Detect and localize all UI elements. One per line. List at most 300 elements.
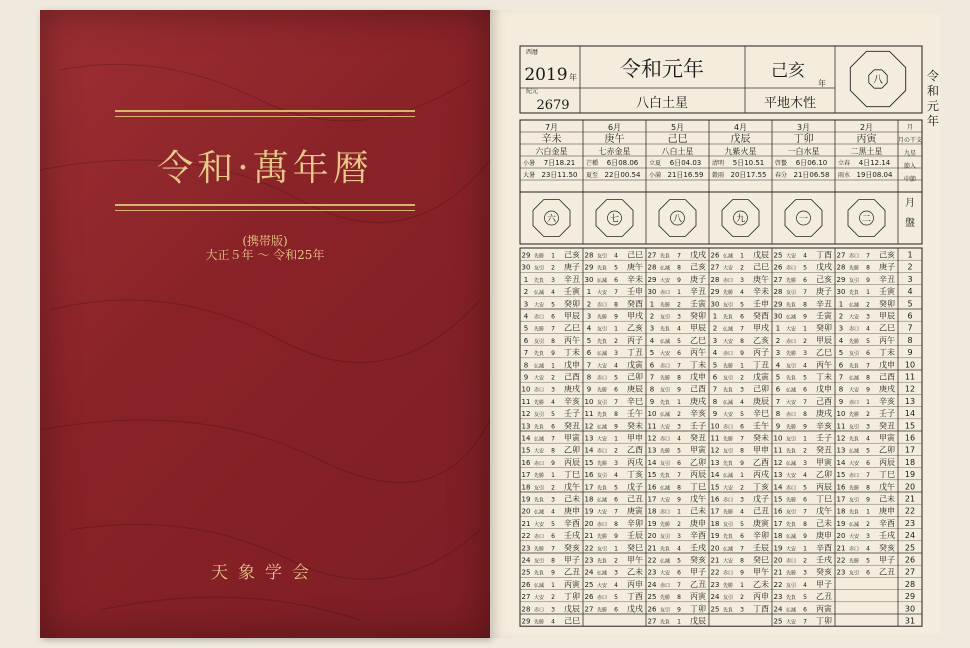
rokuyo: 大安	[596, 290, 608, 297]
lunar-day: 29	[710, 288, 720, 297]
month-star: 一白水星	[787, 147, 820, 156]
lunar-day: 15	[773, 495, 783, 504]
day-kanshi: 乙巳	[564, 323, 580, 333]
day-kanshi: 癸亥	[879, 543, 895, 553]
lunar-day: 11	[773, 446, 783, 455]
day-kanshi: 辛酉	[879, 518, 895, 528]
day-star: 2	[740, 484, 744, 492]
day-star: 2	[866, 301, 870, 309]
day-kanshi: 乙亥	[753, 335, 769, 345]
day-number: 11	[904, 372, 916, 382]
day-kanshi: 癸卯	[690, 311, 706, 321]
lunar-day: 21	[773, 568, 783, 577]
day-kanshi: 戊寅	[627, 360, 643, 370]
rokuyo: 赤口	[785, 338, 797, 345]
day-kanshi: 戊午	[564, 482, 580, 492]
day-kanshi: 癸巳	[753, 555, 769, 565]
lunar-day: 12	[710, 446, 720, 455]
month-label: 5月	[670, 123, 685, 132]
day-number: 26	[904, 555, 916, 565]
rokuyo: 友引	[722, 375, 734, 382]
day-kanshi: 己未	[879, 494, 895, 504]
chuki-time: 23日11.50	[541, 171, 578, 179]
month-board-star: 八	[672, 214, 683, 225]
day-star: 7	[677, 581, 681, 589]
day-star: 9	[740, 350, 744, 358]
day-star: 4	[803, 472, 807, 480]
day-number: 1	[907, 250, 913, 260]
rokuyo: 友引	[659, 460, 671, 467]
day-number: 17	[904, 445, 916, 455]
day-kanshi: 丙午	[690, 348, 706, 358]
day-kanshi: 庚子	[690, 274, 706, 284]
day-kanshi: 丙寅	[816, 604, 832, 614]
lunar-day: 30	[584, 275, 594, 284]
year-western: 2019	[524, 65, 568, 85]
rokuyo: 先負	[722, 460, 734, 467]
day-star: 9	[740, 569, 744, 577]
lunar-day: 23	[584, 556, 594, 565]
lunar-day: 22	[710, 568, 720, 577]
lunar-day: 2	[523, 288, 529, 297]
day-star: 8	[740, 557, 744, 565]
day-kanshi: 戊戌	[627, 604, 643, 614]
day-star: 4	[551, 508, 555, 516]
lunar-day: 20	[710, 544, 720, 553]
rokuyo: 先勝	[596, 534, 608, 541]
day-star: 5	[677, 557, 681, 565]
rokuyo: 先負	[659, 546, 671, 553]
lunar-day: 26	[773, 263, 783, 272]
lunar-day: 19	[521, 495, 531, 504]
day-star: 6	[551, 533, 555, 541]
lunar-day: 13	[584, 434, 594, 443]
day-kanshi: 癸丑	[564, 421, 580, 431]
day-star: 8	[551, 447, 555, 455]
day-star: 8	[740, 447, 744, 455]
lunar-day: 18	[647, 507, 657, 516]
day-kanshi: 己未	[816, 518, 832, 528]
lunar-day: 23	[710, 580, 720, 589]
day-star: 7	[803, 508, 807, 516]
day-kanshi: 丙戌	[627, 457, 643, 467]
rokuyo: 先勝	[659, 595, 671, 602]
rokuyo: 先負	[785, 595, 797, 602]
rokuyo: 赤口	[596, 521, 608, 528]
day-star: 2	[551, 374, 555, 382]
day-kanshi: 癸亥	[690, 555, 706, 565]
rokuyo: 友引	[785, 509, 797, 516]
day-kanshi: 戊申	[816, 384, 832, 394]
lunar-day: 26	[647, 605, 657, 614]
lunar-day: 8	[712, 397, 718, 406]
rokuyo: 赤口	[722, 497, 734, 504]
corner-label: 九星	[903, 150, 917, 157]
rokuyo: 友引	[722, 521, 734, 528]
rokuyo: 友引	[533, 485, 545, 492]
lunar-day: 7	[586, 361, 592, 370]
day-kanshi: 甲申	[627, 433, 643, 443]
day-number: 24	[904, 531, 916, 541]
day-star: 3	[740, 606, 744, 614]
lunar-day: 6	[649, 361, 655, 370]
rokuyo: 仏滅	[722, 399, 734, 406]
rokuyo: 大安	[785, 399, 797, 406]
month-board-star: 二	[861, 214, 872, 225]
day-star: 6	[803, 606, 807, 614]
sekki-time: 6日04.03	[669, 159, 702, 167]
month-star: 八白土星	[661, 147, 694, 156]
rokuyo: 仏滅	[785, 314, 797, 321]
day-kanshi: 己丑	[627, 494, 643, 504]
lunar-day: 12	[647, 434, 657, 443]
rokuyo: 友引	[785, 582, 797, 589]
rokuyo: 赤口	[659, 509, 671, 516]
day-kanshi: 丙申	[753, 592, 769, 602]
day-kanshi: 戊子	[627, 482, 643, 492]
day-star: 2	[677, 411, 681, 419]
month-label: 2月	[859, 123, 874, 132]
day-kanshi: 丁酉	[816, 250, 832, 260]
seireki-label: 西暦	[525, 49, 539, 56]
day-star: 6	[677, 350, 681, 358]
lunar-day: 18	[836, 507, 846, 516]
chuki-time: 20日17.55	[730, 171, 767, 179]
day-star: 6	[803, 386, 807, 394]
day-kanshi: 辛丑	[816, 299, 832, 309]
day-star: 3	[866, 423, 870, 431]
day-star: 9	[551, 350, 555, 358]
rokuyo: 先勝	[848, 485, 860, 492]
day-star: 7	[866, 252, 870, 260]
day-star: 5	[803, 484, 807, 492]
calendar-page	[490, 10, 940, 638]
rokuyo: 先負	[596, 265, 608, 272]
day-kanshi: 乙未	[753, 579, 769, 589]
day-star: 1	[551, 472, 555, 480]
day-star: 7	[614, 289, 618, 297]
lunar-day: 7	[775, 397, 781, 406]
lunar-day: 17	[521, 471, 531, 480]
day-star: 9	[614, 423, 618, 431]
lunar-day: 6	[712, 373, 718, 382]
lunar-day: 7	[838, 373, 844, 382]
day-star: 3	[803, 350, 807, 358]
rokuyo: 仏滅	[659, 412, 671, 419]
rokuyo: 友引	[596, 326, 608, 333]
day-kanshi: 辛酉	[816, 543, 832, 553]
gold-rule-top	[115, 110, 415, 112]
rokuyo: 先勝	[533, 253, 545, 260]
day-kanshi: 辛卯	[627, 518, 643, 528]
day-kanshi: 戊辰	[753, 250, 769, 260]
rokuyo: 先負	[848, 509, 860, 516]
day-kanshi: 丙申	[627, 579, 643, 589]
corner-label: 月の干支	[897, 137, 923, 144]
day-star: 6	[551, 313, 555, 321]
day-kanshi: 丁未	[564, 348, 580, 358]
day-kanshi: 己酉	[690, 384, 706, 394]
day-kanshi: 甲午	[753, 567, 769, 577]
day-star: 4	[866, 435, 870, 443]
day-number: 18	[904, 457, 916, 467]
day-kanshi: 甲申	[753, 445, 769, 455]
day-kanshi: 戊辰	[564, 604, 580, 614]
side-title-char: 令	[926, 69, 940, 83]
rokuyo: 仏滅	[596, 351, 608, 358]
rokuyo: 先勝	[722, 290, 734, 297]
lunar-day: 11	[710, 434, 720, 443]
rokuyo: 赤口	[722, 277, 734, 284]
star-name: 八白土星	[635, 96, 689, 111]
rokuyo: 先勝	[848, 558, 860, 565]
lunar-day: 10	[773, 434, 783, 443]
day-kanshi: 甲戌	[627, 311, 643, 321]
rokuyo: 仏滅	[785, 534, 797, 541]
day-star: 7	[740, 325, 744, 333]
rokuyo: 仏滅	[596, 424, 608, 431]
chuki-label: 雨水	[837, 172, 851, 179]
rokuyo: 先勝	[848, 338, 860, 345]
rokuyo: 仏滅	[533, 290, 545, 297]
day-star: 3	[677, 313, 681, 321]
day-kanshi: 庚子	[816, 287, 832, 297]
sekki-time: 7日18.21	[543, 159, 576, 167]
day-star: 6	[614, 496, 618, 504]
rokuyo: 仏滅	[848, 521, 860, 528]
lunar-day: 27	[647, 251, 657, 260]
rokuyo: 大安	[596, 582, 608, 589]
rokuyo: 大安	[533, 375, 545, 382]
day-star: 7	[677, 472, 681, 480]
lunar-day: 8	[649, 385, 655, 394]
day-star: 8	[677, 594, 681, 602]
day-star: 6	[677, 569, 681, 577]
day-grid-box	[520, 248, 922, 626]
day-kanshi: 壬子	[816, 433, 832, 443]
lunar-day: 22	[647, 556, 657, 565]
rokuyo: 仏滅	[722, 326, 734, 333]
day-star: 7	[551, 325, 555, 333]
day-star: 1	[740, 362, 744, 370]
day-star: 8	[551, 557, 555, 565]
day-kanshi: 壬午	[627, 409, 643, 419]
sekki-time: 5日10.51	[732, 159, 765, 167]
rokuyo: 先負	[596, 558, 608, 565]
month-board-star: 七	[609, 214, 620, 225]
day-star: 6	[866, 459, 870, 467]
lunar-day: 9	[775, 422, 781, 431]
rokuyo: 先勝	[533, 619, 545, 626]
rokuyo: 友引	[533, 412, 545, 419]
day-kanshi: 乙酉	[753, 457, 769, 467]
day-kanshi: 壬寅	[879, 287, 895, 297]
gold-rule-bottom	[115, 204, 415, 206]
day-star: 5	[866, 447, 870, 455]
day-star: 7	[551, 435, 555, 443]
lunar-day: 25	[710, 605, 720, 614]
lunar-day: 29	[836, 275, 846, 284]
day-kanshi: 乙卯	[879, 445, 895, 455]
rokuyo: 先負	[659, 473, 671, 480]
rokuyo: 大安	[722, 485, 734, 492]
day-star: 1	[866, 289, 870, 297]
lunar-day: 14	[836, 458, 846, 467]
day-star: 7	[866, 362, 870, 370]
day-star: 2	[551, 264, 555, 272]
rokuyo: 友引	[848, 351, 860, 358]
lunar-day: 4	[775, 361, 781, 370]
lunar-day: 11	[836, 422, 846, 431]
lunar-day: 19	[647, 519, 657, 528]
rokuyo: 先負	[533, 497, 545, 504]
day-kanshi: 戊申	[879, 360, 895, 370]
rokuyo: 仏滅	[596, 497, 608, 504]
day-star: 8	[866, 374, 870, 382]
day-kanshi: 丙辰	[816, 482, 832, 492]
day-number: 7	[907, 323, 913, 333]
lunar-day: 14	[584, 446, 594, 455]
day-kanshi: 壬戌	[879, 531, 895, 541]
lunar-day: 25	[773, 251, 783, 260]
day-star: 4	[614, 472, 618, 480]
rokuyo: 先勝	[659, 521, 671, 528]
day-kanshi: 乙丑	[816, 592, 832, 602]
day-kanshi: 辛巳	[627, 396, 643, 406]
day-star: 7	[614, 508, 618, 516]
lunar-day: 13	[773, 471, 783, 480]
lunar-day: 8	[775, 410, 781, 419]
lunar-day: 20	[584, 519, 594, 528]
day-star: 6	[614, 386, 618, 394]
rokuyo: 赤口	[785, 558, 797, 565]
lunar-day: 3	[775, 349, 781, 358]
lunar-day: 14	[647, 458, 657, 467]
day-kanshi: 乙丑	[690, 579, 706, 589]
day-number: 23	[904, 518, 916, 528]
day-number: 22	[904, 506, 916, 516]
day-star: 1	[551, 581, 555, 589]
kanshi-suffix: 年	[818, 79, 826, 88]
lunar-day: 10	[584, 397, 594, 406]
day-kanshi: 己酉	[564, 372, 580, 382]
lunar-day: 5	[586, 336, 592, 345]
day-star: 8	[614, 520, 618, 528]
day-kanshi: 辛未	[627, 274, 643, 284]
rokuyo: 赤口	[659, 436, 671, 443]
day-star: 5	[551, 301, 555, 309]
day-kanshi: 己未	[564, 494, 580, 504]
day-kanshi: 癸丑	[816, 445, 832, 455]
day-star: 3	[551, 276, 555, 284]
day-kanshi: 癸未	[627, 421, 643, 431]
rokuyo: 仏滅	[785, 607, 797, 614]
day-star: 1	[614, 545, 618, 553]
day-star: 5	[866, 337, 870, 345]
lunar-day: 21	[710, 556, 720, 565]
rokuyo: 赤口	[848, 253, 860, 260]
rokuyo: 赤口	[848, 399, 860, 406]
lunar-day: 16	[836, 483, 846, 492]
rokuyo: 先負	[659, 619, 671, 626]
lunar-day: 28	[584, 251, 594, 260]
day-star: 5	[614, 594, 618, 602]
lunar-day: 4	[649, 336, 655, 345]
day-kanshi: 己巳	[564, 616, 580, 626]
day-star: 9	[803, 533, 807, 541]
rokuyo: 友引	[722, 302, 734, 309]
rokuyo: 仏滅	[533, 509, 545, 516]
day-kanshi: 癸卯	[816, 323, 832, 333]
month-kanshi: 戊辰	[730, 134, 751, 145]
day-kanshi: 丁丑	[753, 360, 769, 370]
day-kanshi: 丙戌	[753, 470, 769, 480]
day-star: 8	[677, 374, 681, 382]
rokuyo: 友引	[659, 314, 671, 321]
rokuyo: 仏滅	[722, 546, 734, 553]
lunar-day: 21	[584, 532, 594, 541]
nayin: 平地木性	[763, 96, 817, 111]
lunar-day: 28	[773, 288, 783, 297]
lunar-day: 24	[647, 580, 657, 589]
lunar-day: 18	[584, 495, 594, 504]
day-star: 9	[803, 313, 807, 321]
day-star: 6	[803, 496, 807, 504]
rokuyo: 赤口	[848, 326, 860, 333]
day-kanshi: 甲戌	[753, 323, 769, 333]
rokuyo: 大安	[785, 253, 797, 260]
day-star: 9	[677, 386, 681, 394]
day-number: 21	[904, 494, 916, 504]
lunar-day: 16	[584, 471, 594, 480]
lunar-day: 30	[647, 288, 657, 297]
lunar-day: 6	[523, 336, 529, 345]
day-star: 3	[740, 386, 744, 394]
rokuyo: 仏滅	[848, 375, 860, 382]
day-star: 3	[614, 569, 618, 577]
lunar-day: 20	[521, 507, 531, 516]
day-kanshi: 辛丑	[879, 274, 895, 284]
side-title-char: 和	[926, 84, 940, 98]
day-kanshi: 癸未	[753, 433, 769, 443]
month-board-star: 九	[735, 214, 746, 225]
day-star: 2	[551, 594, 555, 602]
rokuyo: 赤口	[659, 582, 671, 589]
day-star: 6	[740, 313, 744, 321]
day-star: 3	[803, 459, 807, 467]
rokuyo: 仏滅	[659, 485, 671, 492]
day-star: 3	[551, 386, 555, 394]
day-star: 7	[740, 545, 744, 553]
rokuyo: 仏滅	[848, 448, 860, 455]
rokuyo: 先負	[596, 412, 608, 419]
lunar-day: 20	[773, 556, 783, 565]
day-star: 4	[866, 325, 870, 333]
lunar-day: 28	[836, 263, 846, 272]
day-kanshi: 壬戌	[690, 543, 706, 553]
day-kanshi: 己未	[690, 506, 706, 516]
lunar-day: 24	[710, 593, 720, 602]
corner-label: 月	[906, 124, 914, 131]
day-kanshi: 辛亥	[816, 421, 832, 431]
day-star: 5	[677, 447, 681, 455]
day-kanshi: 甲寅	[690, 445, 706, 455]
day-star: 8	[677, 264, 681, 272]
rokuyo: 大安	[785, 473, 797, 480]
lunar-day: 21	[521, 519, 531, 528]
day-star: 1	[803, 435, 807, 443]
lunar-day: 27	[836, 251, 846, 260]
